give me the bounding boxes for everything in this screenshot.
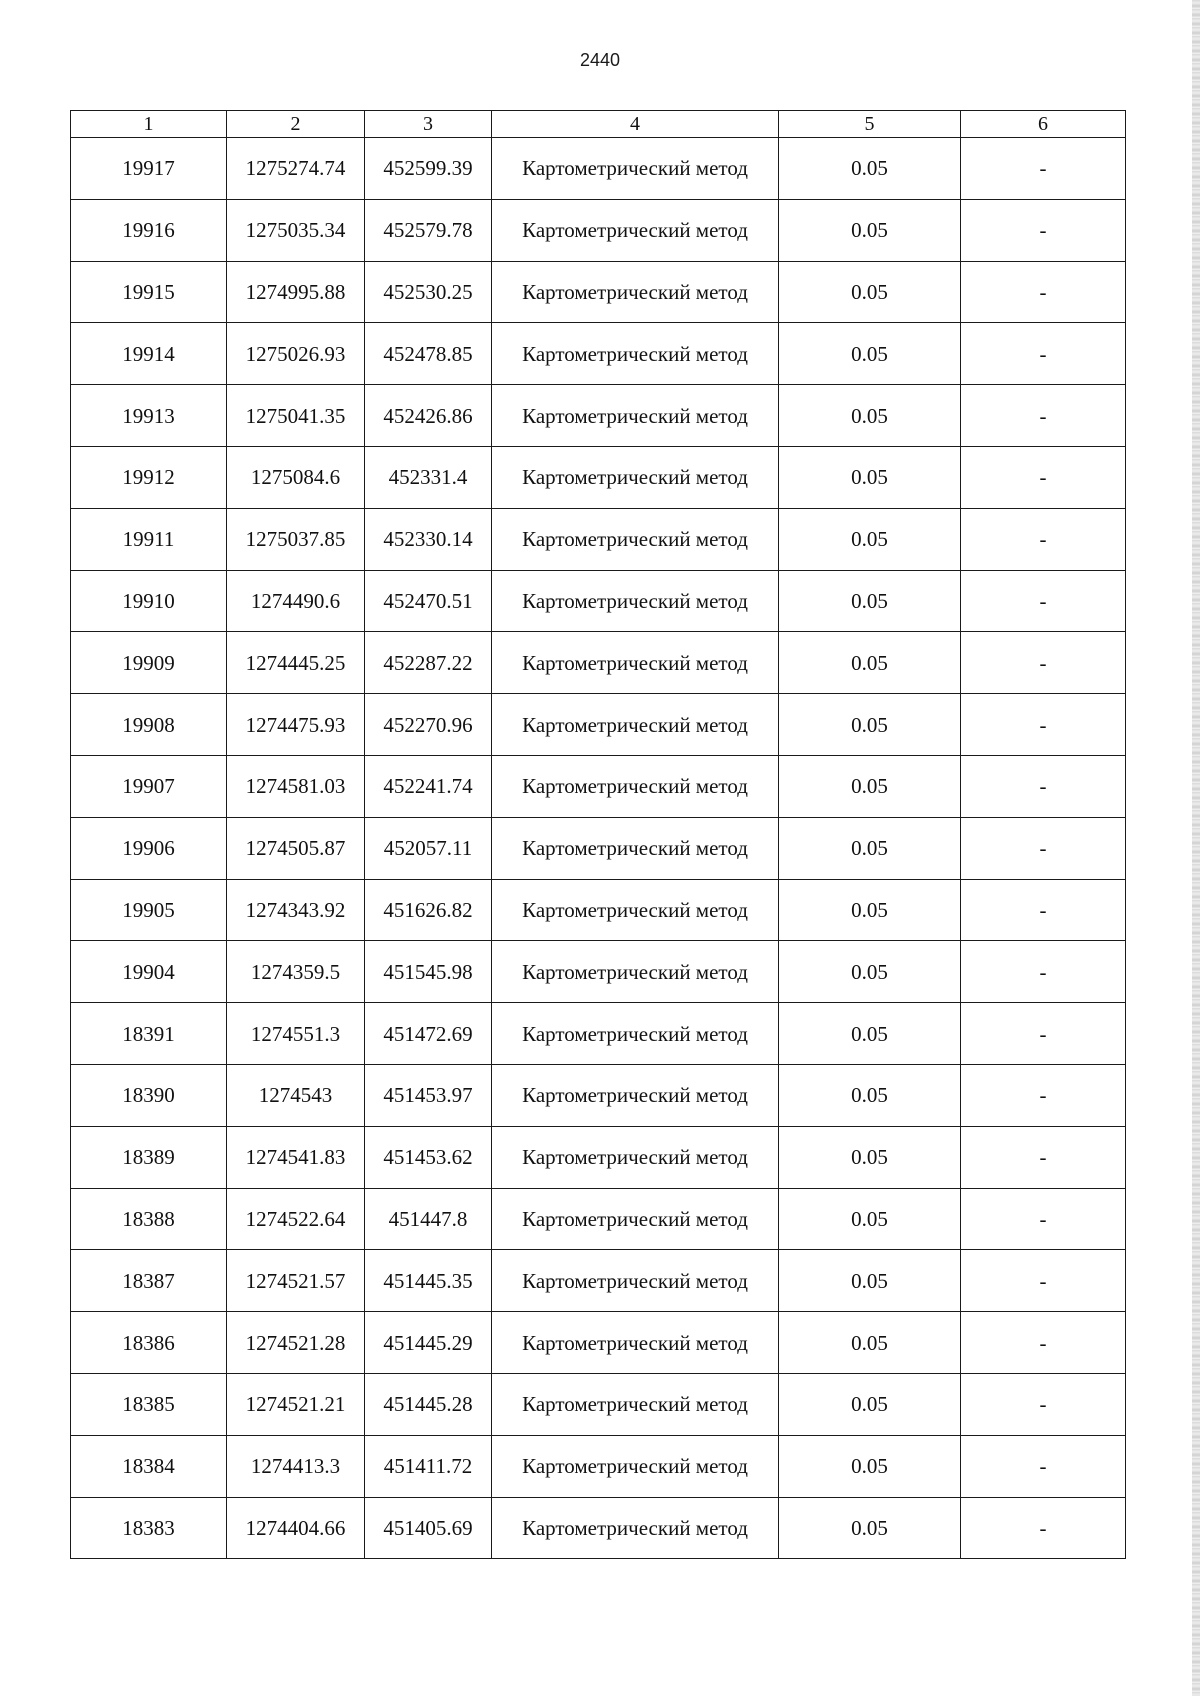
method-cell: Картометрический метод (492, 1497, 779, 1559)
accuracy-cell: 0.05 (779, 1126, 961, 1188)
x-coordinate-cell: 1274522.64 (227, 1188, 365, 1250)
table-row (71, 1435, 1126, 1497)
description-cell: - (961, 694, 1126, 756)
column-header-4: 4 (492, 111, 779, 138)
method-cell: Картометрический метод (492, 941, 779, 1003)
accuracy-cell: 0.05 (779, 323, 961, 385)
table-row (71, 879, 1126, 941)
method-cell: Картометрический метод (492, 1003, 779, 1065)
accuracy-cell: 0.05 (779, 138, 961, 200)
accuracy-cell: 0.05 (779, 879, 961, 941)
description-cell: - (961, 1497, 1126, 1559)
y-coordinate-cell: 451453.62 (365, 1126, 492, 1188)
x-coordinate-cell: 1275026.93 (227, 323, 365, 385)
method-cell: Картометрический метод (492, 508, 779, 570)
table-body (71, 138, 1126, 1559)
accuracy-cell: 0.05 (779, 1188, 961, 1250)
point-number-cell: 19916 (71, 199, 227, 261)
table-row (71, 1250, 1126, 1312)
method-cell: Картометрический метод (492, 632, 779, 694)
table-row (71, 570, 1126, 632)
accuracy-cell: 0.05 (779, 261, 961, 323)
table-row (71, 323, 1126, 385)
description-cell: - (961, 138, 1126, 200)
point-number-cell: 18388 (71, 1188, 227, 1250)
y-coordinate-cell: 452270.96 (365, 694, 492, 756)
table-row (71, 1188, 1126, 1250)
method-cell: Картометрический метод (492, 261, 779, 323)
description-cell: - (961, 1435, 1126, 1497)
y-coordinate-cell: 451447.8 (365, 1188, 492, 1250)
y-coordinate-cell: 451626.82 (365, 879, 492, 941)
description-cell: - (961, 817, 1126, 879)
accuracy-cell: 0.05 (779, 199, 961, 261)
x-coordinate-cell: 1274475.93 (227, 694, 365, 756)
point-number-cell: 19905 (71, 879, 227, 941)
description-cell: - (961, 879, 1126, 941)
accuracy-cell: 0.05 (779, 385, 961, 447)
description-cell: - (961, 385, 1126, 447)
point-number-cell: 18384 (71, 1435, 227, 1497)
x-coordinate-cell: 1274359.5 (227, 941, 365, 1003)
method-cell: Картометрический метод (492, 446, 779, 508)
column-header-1: 1 (71, 111, 227, 138)
table-row (71, 1312, 1126, 1374)
y-coordinate-cell: 452330.14 (365, 508, 492, 570)
description-cell: - (961, 1373, 1126, 1435)
method-cell: Картометрический метод (492, 1435, 779, 1497)
description-cell: - (961, 632, 1126, 694)
point-number-cell: 19910 (71, 570, 227, 632)
description-cell: - (961, 323, 1126, 385)
header-row (71, 111, 1126, 138)
point-number-cell: 18383 (71, 1497, 227, 1559)
accuracy-cell: 0.05 (779, 632, 961, 694)
method-cell: Картометрический метод (492, 694, 779, 756)
method-cell: Картометрический метод (492, 385, 779, 447)
point-number-cell: 19913 (71, 385, 227, 447)
table-row (71, 755, 1126, 817)
accuracy-cell: 0.05 (779, 1003, 961, 1065)
y-coordinate-cell: 452530.25 (365, 261, 492, 323)
y-coordinate-cell: 451453.97 (365, 1064, 492, 1126)
accuracy-cell: 0.05 (779, 1435, 961, 1497)
description-cell: - (961, 941, 1126, 1003)
point-number-cell: 19907 (71, 755, 227, 817)
accuracy-cell: 0.05 (779, 1373, 961, 1435)
method-cell: Картометрический метод (492, 199, 779, 261)
accuracy-cell: 0.05 (779, 446, 961, 508)
column-header-6: 6 (961, 111, 1126, 138)
table-row (71, 508, 1126, 570)
y-coordinate-cell: 452241.74 (365, 755, 492, 817)
table-row (71, 632, 1126, 694)
y-coordinate-cell: 452426.86 (365, 385, 492, 447)
accuracy-cell: 0.05 (779, 1312, 961, 1374)
accuracy-cell: 0.05 (779, 817, 961, 879)
table-row (71, 1497, 1126, 1559)
y-coordinate-cell: 451472.69 (365, 1003, 492, 1065)
description-cell: - (961, 261, 1126, 323)
table-row (71, 1064, 1126, 1126)
y-coordinate-cell: 451411.72 (365, 1435, 492, 1497)
x-coordinate-cell: 1274551.3 (227, 1003, 365, 1065)
column-header-2: 2 (227, 111, 365, 138)
x-coordinate-cell: 1275041.35 (227, 385, 365, 447)
description-cell: - (961, 1312, 1126, 1374)
accuracy-cell: 0.05 (779, 941, 961, 1003)
method-cell: Картометрический метод (492, 1312, 779, 1374)
y-coordinate-cell: 451445.29 (365, 1312, 492, 1374)
point-number-cell: 18390 (71, 1064, 227, 1126)
x-coordinate-cell: 1275084.6 (227, 446, 365, 508)
method-cell: Картометрический метод (492, 570, 779, 632)
method-cell: Картометрический метод (492, 817, 779, 879)
description-cell: - (961, 446, 1126, 508)
x-coordinate-cell: 1274521.57 (227, 1250, 365, 1312)
description-cell: - (961, 755, 1126, 817)
y-coordinate-cell: 452579.78 (365, 199, 492, 261)
point-number-cell: 18387 (71, 1250, 227, 1312)
table-row (71, 1126, 1126, 1188)
x-coordinate-cell: 1274521.21 (227, 1373, 365, 1435)
point-number-cell: 19912 (71, 446, 227, 508)
table-row (71, 261, 1126, 323)
point-number-cell: 19915 (71, 261, 227, 323)
description-cell: - (961, 1250, 1126, 1312)
point-number-cell: 19914 (71, 323, 227, 385)
y-coordinate-cell: 452599.39 (365, 138, 492, 200)
column-header-5: 5 (779, 111, 961, 138)
accuracy-cell: 0.05 (779, 570, 961, 632)
method-cell: Картометрический метод (492, 1126, 779, 1188)
point-number-cell: 18386 (71, 1312, 227, 1374)
description-cell: - (961, 199, 1126, 261)
y-coordinate-cell: 451405.69 (365, 1497, 492, 1559)
point-number-cell: 18391 (71, 1003, 227, 1065)
y-coordinate-cell: 451445.28 (365, 1373, 492, 1435)
description-cell: - (961, 1126, 1126, 1188)
x-coordinate-cell: 1274995.88 (227, 261, 365, 323)
y-coordinate-cell: 452470.51 (365, 570, 492, 632)
description-cell: - (961, 1003, 1126, 1065)
accuracy-cell: 0.05 (779, 1064, 961, 1126)
table-row (71, 199, 1126, 261)
x-coordinate-cell: 1275037.85 (227, 508, 365, 570)
point-number-cell: 19917 (71, 138, 227, 200)
method-cell: Картометрический метод (492, 323, 779, 385)
column-header-3: 3 (365, 111, 492, 138)
table-row (71, 817, 1126, 879)
x-coordinate-cell: 1274521.28 (227, 1312, 365, 1374)
table-row (71, 385, 1126, 447)
table-row (71, 1003, 1126, 1065)
point-number-cell: 18385 (71, 1373, 227, 1435)
x-coordinate-cell: 1274404.66 (227, 1497, 365, 1559)
method-cell: Картометрический метод (492, 1373, 779, 1435)
point-number-cell: 19908 (71, 694, 227, 756)
point-number-cell: 19904 (71, 941, 227, 1003)
y-coordinate-cell: 452287.22 (365, 632, 492, 694)
table-row (71, 138, 1126, 200)
point-number-cell: 18389 (71, 1126, 227, 1188)
table-row (71, 446, 1126, 508)
method-cell: Картометрический метод (492, 1188, 779, 1250)
method-cell: Картометрический метод (492, 879, 779, 941)
table-row (71, 1373, 1126, 1435)
x-coordinate-cell: 1274413.3 (227, 1435, 365, 1497)
description-cell: - (961, 508, 1126, 570)
y-coordinate-cell: 451545.98 (365, 941, 492, 1003)
accuracy-cell: 0.05 (779, 1250, 961, 1312)
method-cell: Картометрический метод (492, 138, 779, 200)
point-number-cell: 19911 (71, 508, 227, 570)
x-coordinate-cell: 1274581.03 (227, 755, 365, 817)
page-number: 2440 (579, 50, 621, 70)
x-coordinate-cell: 1274541.83 (227, 1126, 365, 1188)
y-coordinate-cell: 452478.85 (365, 323, 492, 385)
table-row (71, 694, 1126, 756)
x-coordinate-cell: 1274543 (227, 1064, 365, 1126)
description-cell: - (961, 1188, 1126, 1250)
x-coordinate-cell: 1274490.6 (227, 570, 365, 632)
point-number-cell: 19909 (71, 632, 227, 694)
x-coordinate-cell: 1275274.74 (227, 138, 365, 200)
table-header (71, 111, 1126, 138)
table-row (71, 941, 1126, 1003)
accuracy-cell: 0.05 (779, 694, 961, 756)
x-coordinate-cell: 1275035.34 (227, 199, 365, 261)
x-coordinate-cell: 1274445.25 (227, 632, 365, 694)
accuracy-cell: 0.05 (779, 1497, 961, 1559)
x-coordinate-cell: 1274343.92 (227, 879, 365, 941)
method-cell: Картометрический метод (492, 1064, 779, 1126)
method-cell: Картометрический метод (492, 1250, 779, 1312)
point-number-cell: 19906 (71, 817, 227, 879)
y-coordinate-cell: 452331.4 (365, 446, 492, 508)
y-coordinate-cell: 451445.35 (365, 1250, 492, 1312)
x-coordinate-cell: 1274505.87 (227, 817, 365, 879)
method-cell: Картометрический метод (492, 755, 779, 817)
y-coordinate-cell: 452057.11 (365, 817, 492, 879)
coordinates-table (70, 110, 1126, 1559)
scan-edge-artifact (1192, 0, 1200, 1696)
description-cell: - (961, 570, 1126, 632)
description-cell: - (961, 1064, 1126, 1126)
accuracy-cell: 0.05 (779, 755, 961, 817)
accuracy-cell: 0.05 (779, 508, 961, 570)
